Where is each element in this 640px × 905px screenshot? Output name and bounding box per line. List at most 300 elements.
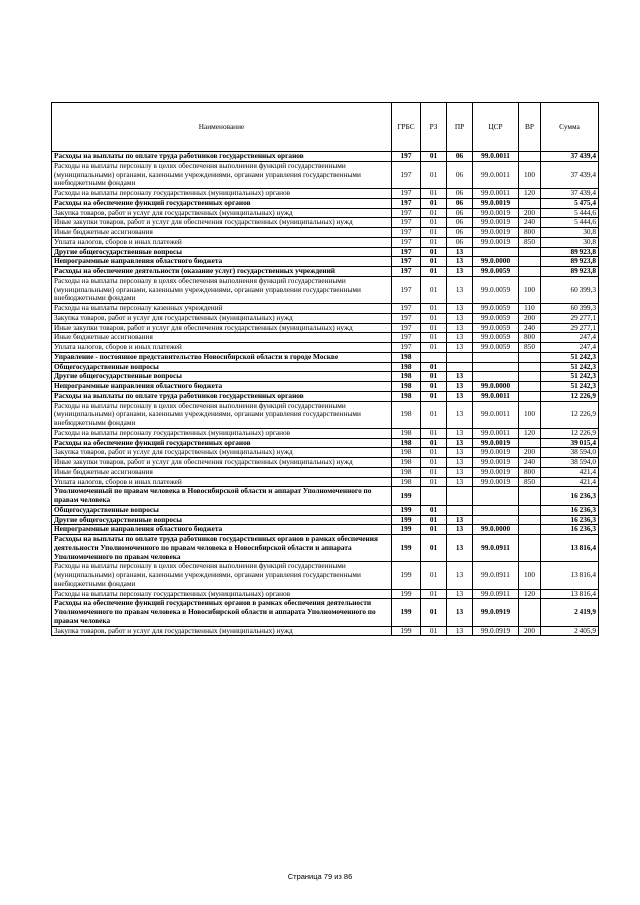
cell-rz: 01 (421, 333, 447, 343)
cell-vr (519, 267, 541, 277)
cell-sum: 16 236,3 (541, 525, 599, 535)
cell-pr: 13 (447, 382, 473, 392)
table-row (52, 448, 599, 458)
cell-sum: 60 399,3 (541, 276, 599, 303)
cell-sum: 421,4 (541, 477, 599, 487)
cell-pr (447, 505, 473, 515)
cell-vr: 110 (519, 304, 541, 314)
cell-name: Расходы на выплаты персоналу государственных (муниципальных) органов (52, 589, 392, 599)
cell-name: Другие общегосударственные вопросы (52, 247, 392, 257)
cell-csr: 99.0.0059 (473, 343, 519, 353)
table-header-row (52, 103, 599, 152)
cell-sum: 247,4 (541, 343, 599, 353)
cell-grbs: 198 (392, 352, 421, 362)
cell-vr: 120 (519, 189, 541, 199)
cell-vr (519, 535, 541, 562)
cell-sum: 51 242,3 (541, 362, 599, 372)
cell-rz: 01 (421, 438, 447, 448)
cell-vr: 100 (519, 562, 541, 589)
table-row (52, 218, 599, 228)
cell-pr: 13 (447, 372, 473, 382)
cell-grbs: 198 (392, 428, 421, 438)
cell-pr: 13 (447, 458, 473, 468)
cell-name: Расходы на выплаты персоналу в целях обеспечения выполнения функций государственными (муниципальными) органами, казенными учреждениями, органами управления государственными внебюджетными фондами (52, 401, 392, 428)
cell-name: Иные закупки товаров, работ и услуг для обеспечения государственных (муниципальных) нужд (52, 458, 392, 468)
cell-name: Иные закупки товаров, работ и услуг для обеспечения государственных (муниципальных) нужд (52, 323, 392, 333)
cell-sum: 38 594,0 (541, 448, 599, 458)
cell-pr: 13 (447, 477, 473, 487)
cell-csr (473, 515, 519, 525)
cell-csr: 99.0.0059 (473, 304, 519, 314)
cell-sum: 38 594,0 (541, 458, 599, 468)
cell-pr: 13 (447, 515, 473, 525)
cell-pr: 06 (447, 161, 473, 188)
cell-csr: 99.0.0059 (473, 333, 519, 343)
cell-pr: 13 (447, 626, 473, 636)
cell-name: Расходы на выплаты по оплате труда работников государственных органов (52, 152, 392, 162)
cell-rz: 01 (421, 515, 447, 525)
cell-sum: 2 405,9 (541, 626, 599, 636)
table-row (52, 391, 599, 401)
cell-grbs: 199 (392, 505, 421, 515)
cell-sum: 30,8 (541, 228, 599, 238)
cell-grbs: 198 (392, 362, 421, 372)
cell-grbs: 197 (392, 189, 421, 199)
cell-rz: 01 (421, 161, 447, 188)
cell-vr: 850 (519, 237, 541, 247)
table-row (52, 599, 599, 626)
cell-csr: 99.0.0011 (473, 152, 519, 162)
cell-rz: 01 (421, 304, 447, 314)
cell-vr (519, 372, 541, 382)
cell-grbs: 197 (392, 237, 421, 247)
cell-grbs: 199 (392, 515, 421, 525)
table-row (52, 161, 599, 188)
cell-name: Другие общегосударственные вопросы (52, 515, 392, 525)
cell-name: Расходы на обеспечение деятельности (оказание услуг) государственных учреждений (52, 267, 392, 277)
cell-csr: 99.0.0019 (473, 198, 519, 208)
table-row (52, 228, 599, 238)
table-row (52, 626, 599, 636)
cell-pr: 13 (447, 267, 473, 277)
cell-csr: 99.0.0019 (473, 218, 519, 228)
cell-sum: 16 236,3 (541, 505, 599, 515)
cell-rz: 01 (421, 428, 447, 438)
table-row (52, 401, 599, 428)
table-row (52, 438, 599, 448)
cell-grbs: 199 (392, 626, 421, 636)
table-row (52, 152, 599, 162)
cell-sum: 51 242,3 (541, 352, 599, 362)
cell-name: Уполномоченный по правам человека в Новосибирской области и аппарат Уполномоченного по правам человека (52, 487, 392, 506)
cell-vr (519, 505, 541, 515)
cell-csr (473, 352, 519, 362)
cell-csr: 99.0.0919 (473, 599, 519, 626)
cell-csr: 99.0.0019 (473, 228, 519, 238)
cell-vr (519, 198, 541, 208)
header-rz: РЗ (421, 103, 447, 152)
budget-sheet (51, 102, 598, 636)
cell-sum: 12 226,9 (541, 428, 599, 438)
cell-vr: 100 (519, 161, 541, 188)
cell-rz: 01 (421, 237, 447, 247)
cell-rz: 01 (421, 276, 447, 303)
cell-pr: 13 (447, 467, 473, 477)
cell-vr (519, 352, 541, 362)
cell-csr: 99.0.0019 (473, 467, 519, 477)
cell-sum: 16 236,3 (541, 487, 599, 506)
cell-name: Уплата налогов, сборов и иных платежей (52, 477, 392, 487)
table-row (52, 467, 599, 477)
cell-csr: 99.0.0059 (473, 267, 519, 277)
cell-grbs: 198 (392, 448, 421, 458)
cell-rz: 01 (421, 257, 447, 267)
cell-vr (519, 247, 541, 257)
cell-name: Расходы на обеспечение функций государственных органов (52, 198, 392, 208)
cell-sum: 37 439,4 (541, 161, 599, 188)
cell-pr: 13 (447, 313, 473, 323)
cell-sum: 89 923,8 (541, 247, 599, 257)
cell-name: Расходы на выплаты персоналу в целях обеспечения выполнения функций государственными (муниципальными) органами, казенными учреждениями, органами управления государственными внебюджетными фондами (52, 161, 392, 188)
cell-name: Непрограммные направления областного бюджета (52, 382, 392, 392)
cell-csr: 99.0.0011 (473, 161, 519, 188)
cell-rz: 01 (421, 599, 447, 626)
cell-rz: 01 (421, 228, 447, 238)
cell-name: Управление - постоянное представительство Новосибирской области в городе Москве (52, 352, 392, 362)
cell-sum: 60 399,3 (541, 304, 599, 314)
table-row (52, 589, 599, 599)
cell-pr: 06 (447, 152, 473, 162)
cell-sum: 51 242,3 (541, 382, 599, 392)
cell-rz: 01 (421, 458, 447, 468)
cell-pr (447, 352, 473, 362)
cell-name: Уплата налогов, сборов и иных платежей (52, 343, 392, 353)
cell-csr: 99.0.0911 (473, 535, 519, 562)
cell-vr (519, 599, 541, 626)
table-row (52, 237, 599, 247)
cell-name: Расходы на обеспечение функций государственных органов (52, 438, 392, 448)
cell-grbs: 197 (392, 313, 421, 323)
cell-rz (421, 487, 447, 506)
table-row (52, 515, 599, 525)
cell-vr (519, 438, 541, 448)
cell-vr: 800 (519, 333, 541, 343)
cell-sum: 30,8 (541, 237, 599, 247)
cell-pr: 13 (447, 535, 473, 562)
cell-vr: 120 (519, 428, 541, 438)
cell-vr: 240 (519, 323, 541, 333)
cell-sum: 5 444,6 (541, 218, 599, 228)
table-row (52, 362, 599, 372)
table-row (52, 372, 599, 382)
cell-grbs: 197 (392, 333, 421, 343)
cell-pr: 06 (447, 198, 473, 208)
cell-rz: 01 (421, 362, 447, 372)
table-row (52, 352, 599, 362)
cell-vr: 850 (519, 477, 541, 487)
header-name: Наименование (52, 103, 392, 152)
cell-rz: 01 (421, 247, 447, 257)
cell-vr: 200 (519, 448, 541, 458)
cell-pr: 13 (447, 401, 473, 428)
cell-vr (519, 487, 541, 506)
cell-grbs: 197 (392, 228, 421, 238)
cell-grbs: 197 (392, 161, 421, 188)
cell-name: Другие общегосударственные вопросы (52, 372, 392, 382)
cell-pr: 13 (447, 276, 473, 303)
cell-csr: 99.0.0911 (473, 589, 519, 599)
cell-vr: 100 (519, 401, 541, 428)
cell-vr (519, 525, 541, 535)
table-row (52, 525, 599, 535)
cell-vr: 200 (519, 313, 541, 323)
cell-rz: 01 (421, 448, 447, 458)
cell-rz: 01 (421, 152, 447, 162)
cell-csr: 99.0.0019 (473, 458, 519, 468)
cell-grbs: 198 (392, 477, 421, 487)
cell-vr: 240 (519, 218, 541, 228)
cell-vr: 800 (519, 467, 541, 477)
cell-vr: 850 (519, 343, 541, 353)
table-row (52, 267, 599, 277)
cell-rz: 01 (421, 562, 447, 589)
cell-vr (519, 257, 541, 267)
cell-csr: 99.0.0919 (473, 626, 519, 636)
cell-pr: 13 (447, 448, 473, 458)
cell-sum: 51 242,3 (541, 372, 599, 382)
cell-name: Уплата налогов, сборов и иных платежей (52, 237, 392, 247)
cell-vr (519, 152, 541, 162)
cell-csr: 99.0.0019 (473, 208, 519, 218)
cell-name: Расходы на выплаты персоналу казенных учреждений (52, 304, 392, 314)
cell-name: Иные бюджетные ассигнования (52, 228, 392, 238)
cell-sum: 29 277,1 (541, 313, 599, 323)
table-row (52, 208, 599, 218)
cell-rz: 01 (421, 267, 447, 277)
cell-name: Иные закупки товаров, работ и услуг для обеспечения государственных (муниципальных) нужд (52, 218, 392, 228)
cell-csr (473, 505, 519, 515)
page-footer: Страница 79 из 86 (287, 872, 353, 881)
cell-sum: 12 226,9 (541, 391, 599, 401)
cell-pr: 13 (447, 257, 473, 267)
cell-vr: 100 (519, 276, 541, 303)
cell-sum: 37 439,4 (541, 189, 599, 199)
cell-csr: 99.0.0059 (473, 276, 519, 303)
cell-sum: 89 923,8 (541, 267, 599, 277)
cell-csr: 99.0.0059 (473, 323, 519, 333)
cell-grbs: 198 (392, 438, 421, 448)
cell-pr (447, 487, 473, 506)
cell-grbs: 197 (392, 198, 421, 208)
cell-pr: 13 (447, 323, 473, 333)
cell-grbs: 199 (392, 525, 421, 535)
cell-sum: 12 226,9 (541, 401, 599, 428)
cell-pr: 13 (447, 589, 473, 599)
table-row (52, 535, 599, 562)
table-row (52, 333, 599, 343)
cell-pr: 13 (447, 333, 473, 343)
cell-rz: 01 (421, 208, 447, 218)
table-row (52, 304, 599, 314)
header-csr: ЦСР (473, 103, 519, 152)
cell-rz: 01 (421, 189, 447, 199)
cell-pr: 13 (447, 428, 473, 438)
cell-sum: 2 419,9 (541, 599, 599, 626)
header-sum: Сумма (541, 103, 599, 152)
budget-table (51, 102, 599, 636)
table-row (52, 477, 599, 487)
cell-csr: 99.0.0011 (473, 189, 519, 199)
cell-grbs: 199 (392, 599, 421, 626)
cell-pr (447, 362, 473, 372)
cell-pr: 13 (447, 391, 473, 401)
cell-vr (519, 515, 541, 525)
cell-pr: 13 (447, 599, 473, 626)
cell-sum: 421,4 (541, 467, 599, 477)
cell-rz: 01 (421, 323, 447, 333)
cell-pr: 06 (447, 228, 473, 238)
cell-grbs: 198 (392, 401, 421, 428)
cell-name: Непрограммные направления областного бюджета (52, 525, 392, 535)
cell-rz: 01 (421, 382, 447, 392)
cell-grbs: 197 (392, 323, 421, 333)
cell-pr: 13 (447, 304, 473, 314)
cell-vr: 240 (519, 458, 541, 468)
cell-name: Расходы на выплаты персоналу в целях обеспечения выполнения функций государственными (муниципальными) органами, казенными учреждениями, органами управления государственными внебюджетными фондами (52, 562, 392, 589)
table-row (52, 189, 599, 199)
table-row (52, 198, 599, 208)
cell-name: Непрограммные направления областного бюджета (52, 257, 392, 267)
cell-grbs: 197 (392, 152, 421, 162)
cell-csr: 99.0.0000 (473, 382, 519, 392)
cell-grbs: 198 (392, 458, 421, 468)
cell-vr: 120 (519, 589, 541, 599)
cell-rz: 01 (421, 218, 447, 228)
cell-sum: 13 816,4 (541, 535, 599, 562)
table-row (52, 343, 599, 353)
cell-vr: 800 (519, 228, 541, 238)
cell-grbs: 199 (392, 562, 421, 589)
cell-rz: 01 (421, 477, 447, 487)
cell-csr (473, 362, 519, 372)
cell-rz (421, 352, 447, 362)
cell-csr: 99.0.0059 (473, 313, 519, 323)
cell-pr: 13 (447, 247, 473, 257)
cell-grbs: 199 (392, 535, 421, 562)
cell-name: Иные бюджетные ассигнования (52, 333, 392, 343)
table-row (52, 276, 599, 303)
cell-csr: 99.0.0019 (473, 477, 519, 487)
cell-csr: 99.0.0011 (473, 391, 519, 401)
cell-csr (473, 372, 519, 382)
cell-grbs: 197 (392, 257, 421, 267)
cell-pr: 06 (447, 208, 473, 218)
cell-sum: 5 444,6 (541, 208, 599, 218)
cell-csr: 99.0.0000 (473, 525, 519, 535)
cell-pr: 06 (447, 189, 473, 199)
cell-pr: 13 (447, 438, 473, 448)
cell-grbs: 198 (392, 382, 421, 392)
cell-name: Закупка товаров, работ и услуг для государственных (муниципальных) нужд (52, 448, 392, 458)
cell-pr: 13 (447, 525, 473, 535)
table-row (52, 458, 599, 468)
cell-name: Расходы на выплаты по оплате труда работников государственных органов в рамках обеспечения деятельности Уполномоченного по правам человека в Новосибирской области и аппарата Уполномоченного по правам человека (52, 535, 392, 562)
cell-name: Иные бюджетные ассигнования (52, 467, 392, 477)
cell-sum: 13 816,4 (541, 562, 599, 589)
table-row (52, 247, 599, 257)
cell-grbs: 199 (392, 589, 421, 599)
cell-rz: 01 (421, 535, 447, 562)
cell-csr: 99.0.0019 (473, 438, 519, 448)
cell-vr: 200 (519, 208, 541, 218)
cell-rz: 01 (421, 343, 447, 353)
cell-grbs: 197 (392, 247, 421, 257)
cell-sum: 13 816,4 (541, 589, 599, 599)
table-row (52, 257, 599, 267)
cell-grbs: 198 (392, 372, 421, 382)
cell-csr: 99.0.0011 (473, 401, 519, 428)
header-grbs: ГРБС (392, 103, 421, 152)
cell-grbs: 198 (392, 391, 421, 401)
cell-rz: 01 (421, 198, 447, 208)
table-row (52, 487, 599, 506)
table-row (52, 323, 599, 333)
cell-rz: 01 (421, 525, 447, 535)
table-body (52, 152, 599, 636)
cell-sum: 5 475,4 (541, 198, 599, 208)
cell-sum: 37 439,4 (541, 152, 599, 162)
cell-rz: 01 (421, 505, 447, 515)
cell-csr: 99.0.0911 (473, 562, 519, 589)
cell-name: Общегосударственные вопросы (52, 505, 392, 515)
cell-csr: 99.0.0000 (473, 257, 519, 267)
cell-name: Закупка товаров, работ и услуг для государственных (муниципальных) нужд (52, 208, 392, 218)
cell-name: Расходы на выплаты по оплате труда работников государственных органов (52, 391, 392, 401)
cell-sum: 39 015,4 (541, 438, 599, 448)
cell-grbs: 197 (392, 343, 421, 353)
table-row (52, 313, 599, 323)
cell-grbs: 199 (392, 487, 421, 506)
cell-csr (473, 247, 519, 257)
cell-rz: 01 (421, 372, 447, 382)
cell-pr: 06 (447, 237, 473, 247)
cell-sum: 89 923,8 (541, 257, 599, 267)
cell-name: Закупка товаров, работ и услуг для государственных (муниципальных) нужд (52, 313, 392, 323)
cell-grbs: 197 (392, 276, 421, 303)
cell-rz: 01 (421, 626, 447, 636)
cell-pr: 06 (447, 218, 473, 228)
cell-grbs: 197 (392, 208, 421, 218)
cell-name: Общегосударственные вопросы (52, 362, 392, 372)
cell-csr (473, 487, 519, 506)
cell-name: Закупка товаров, работ и услуг для государственных (муниципальных) нужд (52, 626, 392, 636)
cell-grbs: 197 (392, 304, 421, 314)
cell-name: Расходы на выплаты персоналу государственных (муниципальных) органов (52, 189, 392, 199)
cell-rz: 01 (421, 467, 447, 477)
cell-vr (519, 362, 541, 372)
cell-grbs: 198 (392, 467, 421, 477)
cell-name: Расходы на выплаты персоналу в целях обеспечения выполнения функций государственными (муниципальными) органами, казенными учреждениями, органами управления государственными внебюджетными фондами (52, 276, 392, 303)
cell-rz: 01 (421, 391, 447, 401)
cell-sum: 16 236,3 (541, 515, 599, 525)
cell-vr (519, 391, 541, 401)
cell-grbs: 197 (392, 267, 421, 277)
cell-sum: 247,4 (541, 333, 599, 343)
cell-name: Расходы на выплаты персоналу государственных (муниципальных) органов (52, 428, 392, 438)
header-pr: ПР (447, 103, 473, 152)
cell-vr (519, 382, 541, 392)
header-vr: ВР (519, 103, 541, 152)
